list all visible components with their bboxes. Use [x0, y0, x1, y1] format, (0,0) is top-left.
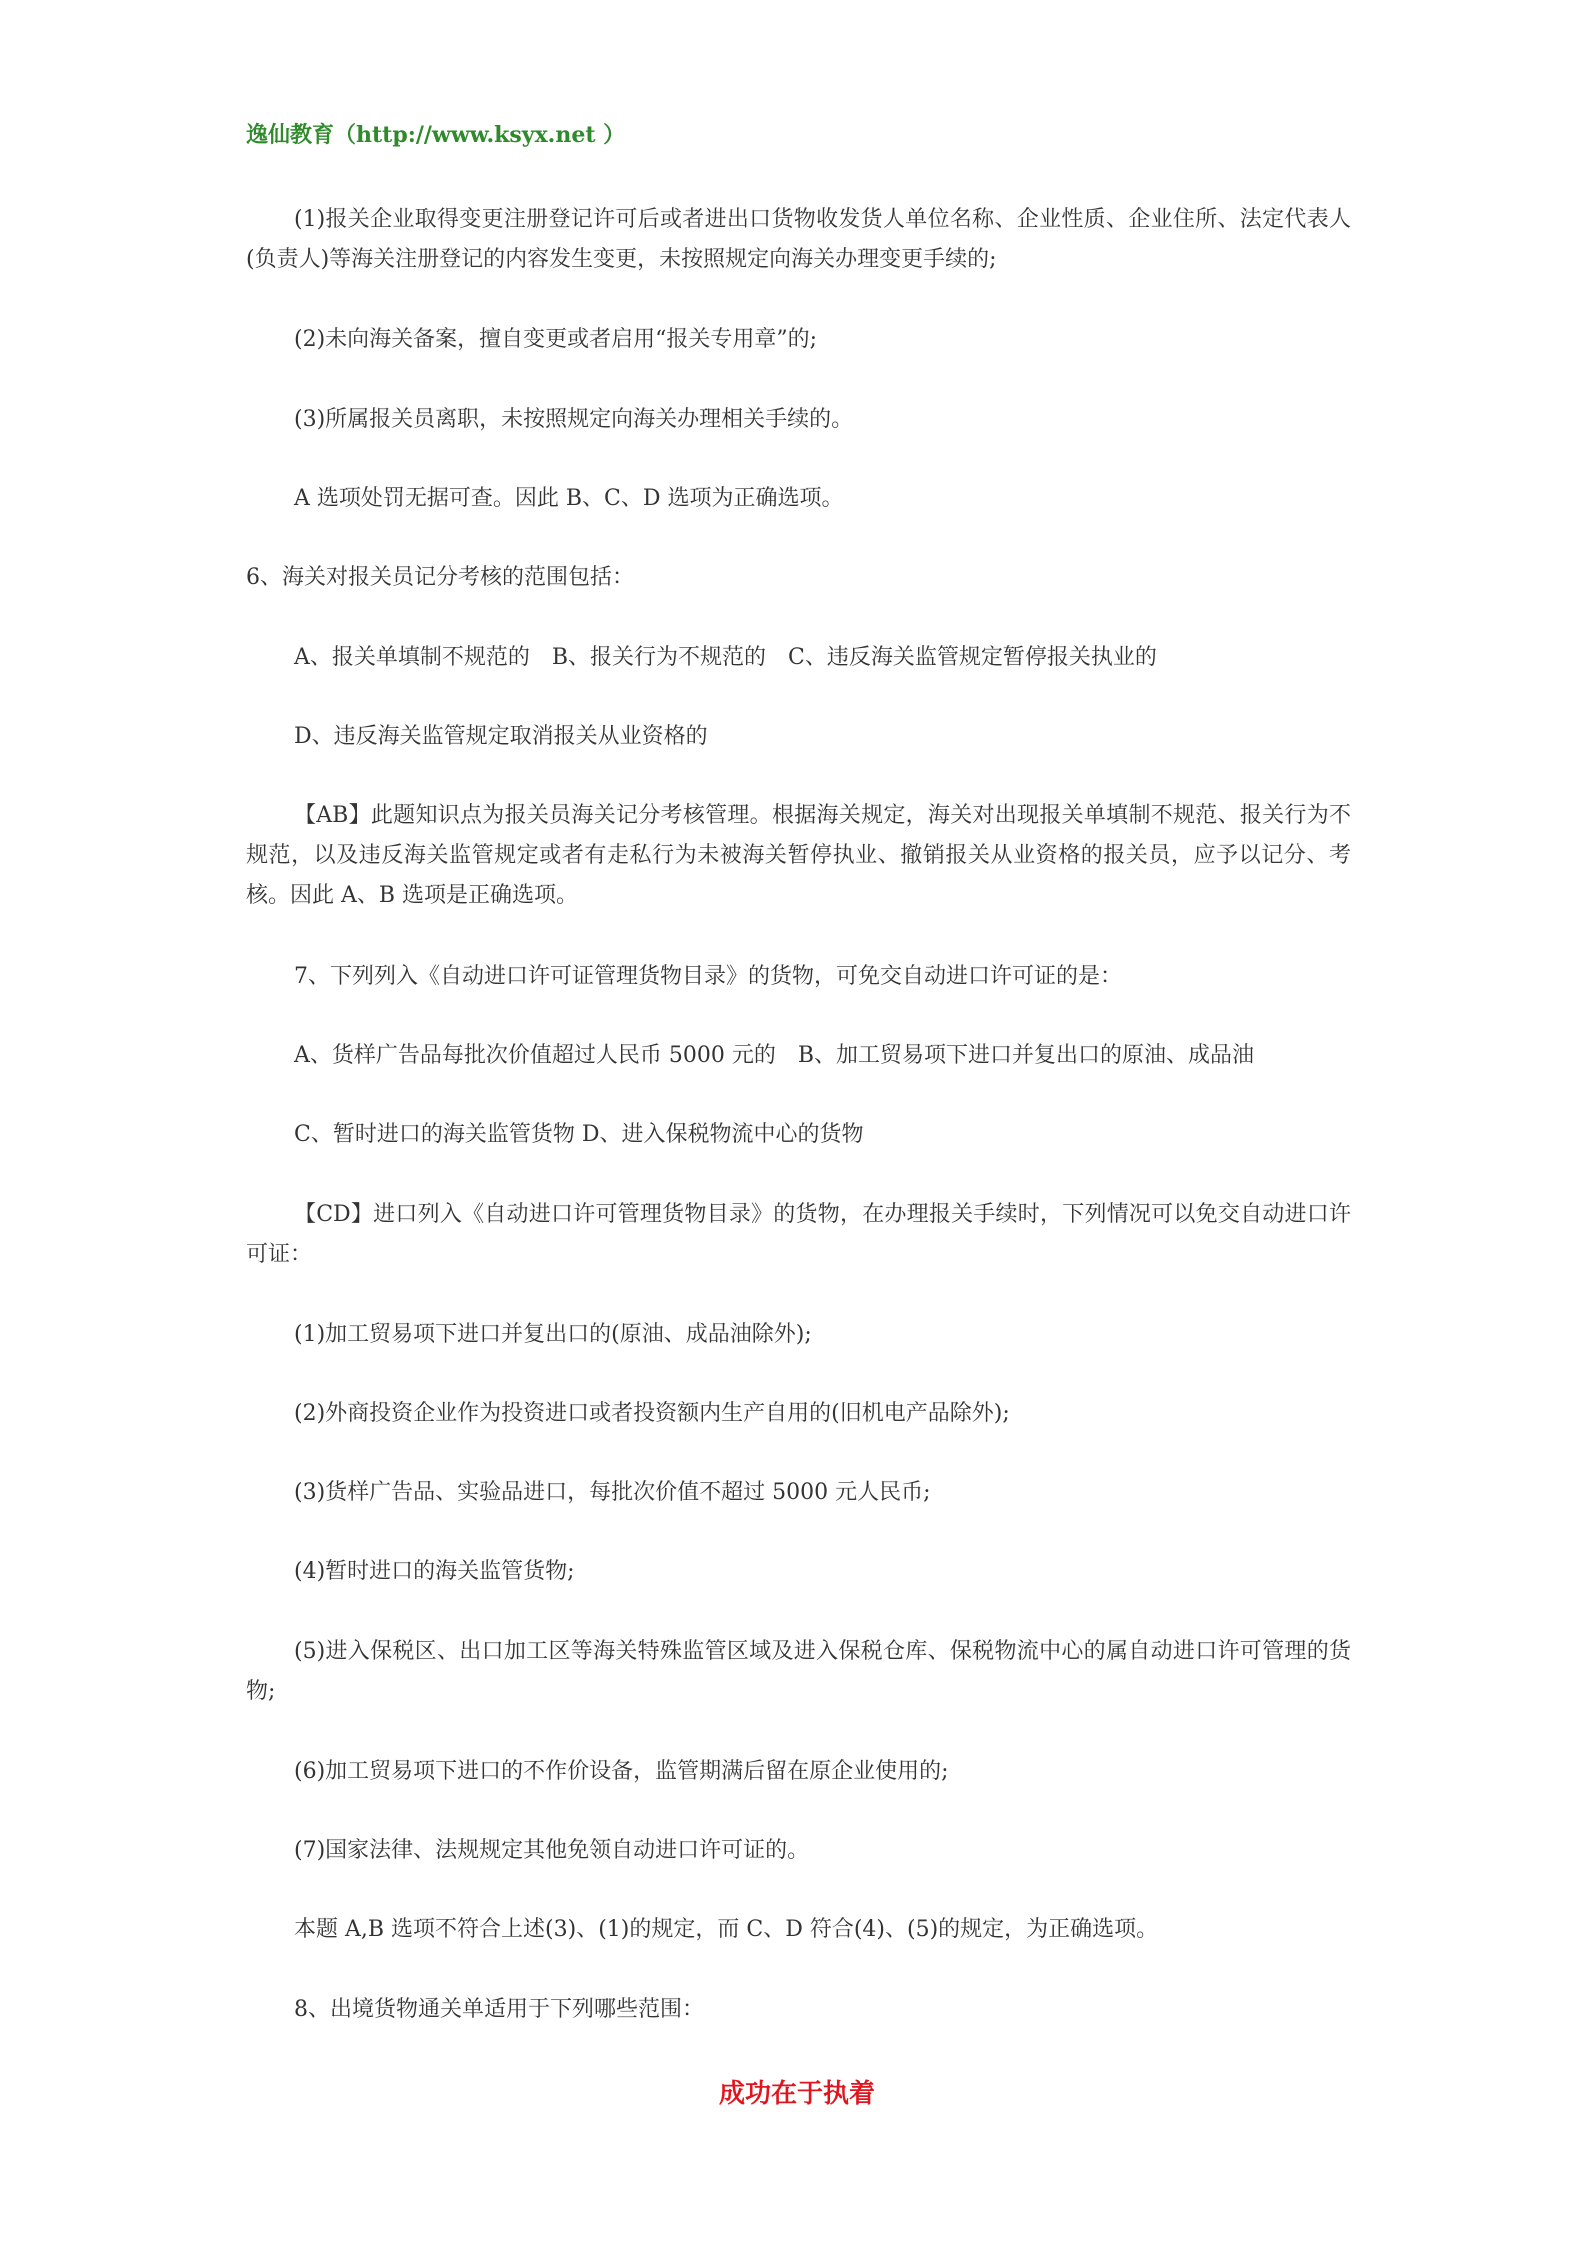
paragraph-3: (3)所属报关员离职，未按照规定向海关办理相关手续的。 [294, 407, 854, 432]
question-7-options-ab: A、货样广告品每批次价值超过人民币 5000 元的 B、加工贸易项下进口并复出口的原油、成品油 [294, 1043, 1255, 1068]
paragraph-1: (1)报关企业取得变更注册登记许可后或者进出口货物收发货人单位名称、企业性质、企业住所、法定代表人(负责人)等海关注册登记的内容发生变更，未按照规定向海关办理变更手续的; [246, 207, 1351, 272]
paragraph-4: A 选项处罚无据可查。因此 B、C、D 选项为正确选项。 [294, 486, 844, 511]
list-item-5: (5)进入保税区、出口加工区等海关特殊监管区域及进入保税仓库、保税物流中心的属自动进口许可管理的货物; [246, 1639, 1351, 1704]
footer-slogan: 成功在于执着 [718, 2079, 875, 2109]
question-6-option-d: D、违反海关监管规定取消报关从业资格的 [294, 724, 708, 749]
question-6-answer: 【AB】此题知识点为报关员海关记分考核管理。根据海关规定，海关对出现报关单填制不规范、报关行为不规范，以及违反海关监管规定或者有走私行为未被海关暂停执业、撤销报关从业资格的报关员，应予以记分、考核。因此 A、B 选项是正确选项。 [246, 803, 1351, 908]
question-7-options-cd: C、暂时进口的海关监管货物 D、进入保税物流中心的货物 [294, 1122, 864, 1147]
question-6: 6、海关对报关员记分考核的范围包括： [246, 565, 634, 590]
list-item-1: (1)加工贸易项下进口并复出口的(原油、成品油除外); [294, 1322, 812, 1347]
list-item-6: (6)加工贸易项下进口的不作价设备，监管期满后留在原企业使用的; [294, 1759, 949, 1784]
question-6-options-abc: A、报关单填制不规范的 B、报关行为不规范的 C、违反海关监管规定暂停报关执业的 [294, 645, 1157, 670]
question-8: 8、出境货物通关单适用于下列哪些范围： [294, 1997, 704, 2022]
question-7: 7、下列列入《自动进口许可证管理货物目录》的货物，可免交自动进口许可证的是： [294, 964, 1122, 989]
question-7-conclusion: 本题 A,B 选项不符合上述(3)、(1)的规定，而 C、D 符合(4)、(5)的规定，为正确选项。 [294, 1917, 1159, 1942]
list-item-7: (7)国家法律、法规规定其他免领自动进口许可证的。 [294, 1838, 810, 1863]
list-item-3: (3)货样广告品、实验品进口，每批次价值不超过 5000 元人民币; [294, 1480, 931, 1505]
paragraph-2: (2)未向海关备案，擅自变更或者启用“报关专用章”的; [294, 327, 818, 352]
list-item-2: (2)外商投资企业作为投资进口或者投资额内生产自用的(旧机电产品除外); [294, 1401, 1010, 1426]
question-7-answer: 【CD】进口列入《自动进口许可管理货物目录》的货物，在办理报关手续时，下列情况可以免交自动进口许可证： [246, 1202, 1351, 1267]
site-header: 逸仙教育（http://www.ksyx.net ） [246, 122, 626, 148]
list-item-4: (4)暂时进口的海关监管货物; [294, 1559, 575, 1584]
